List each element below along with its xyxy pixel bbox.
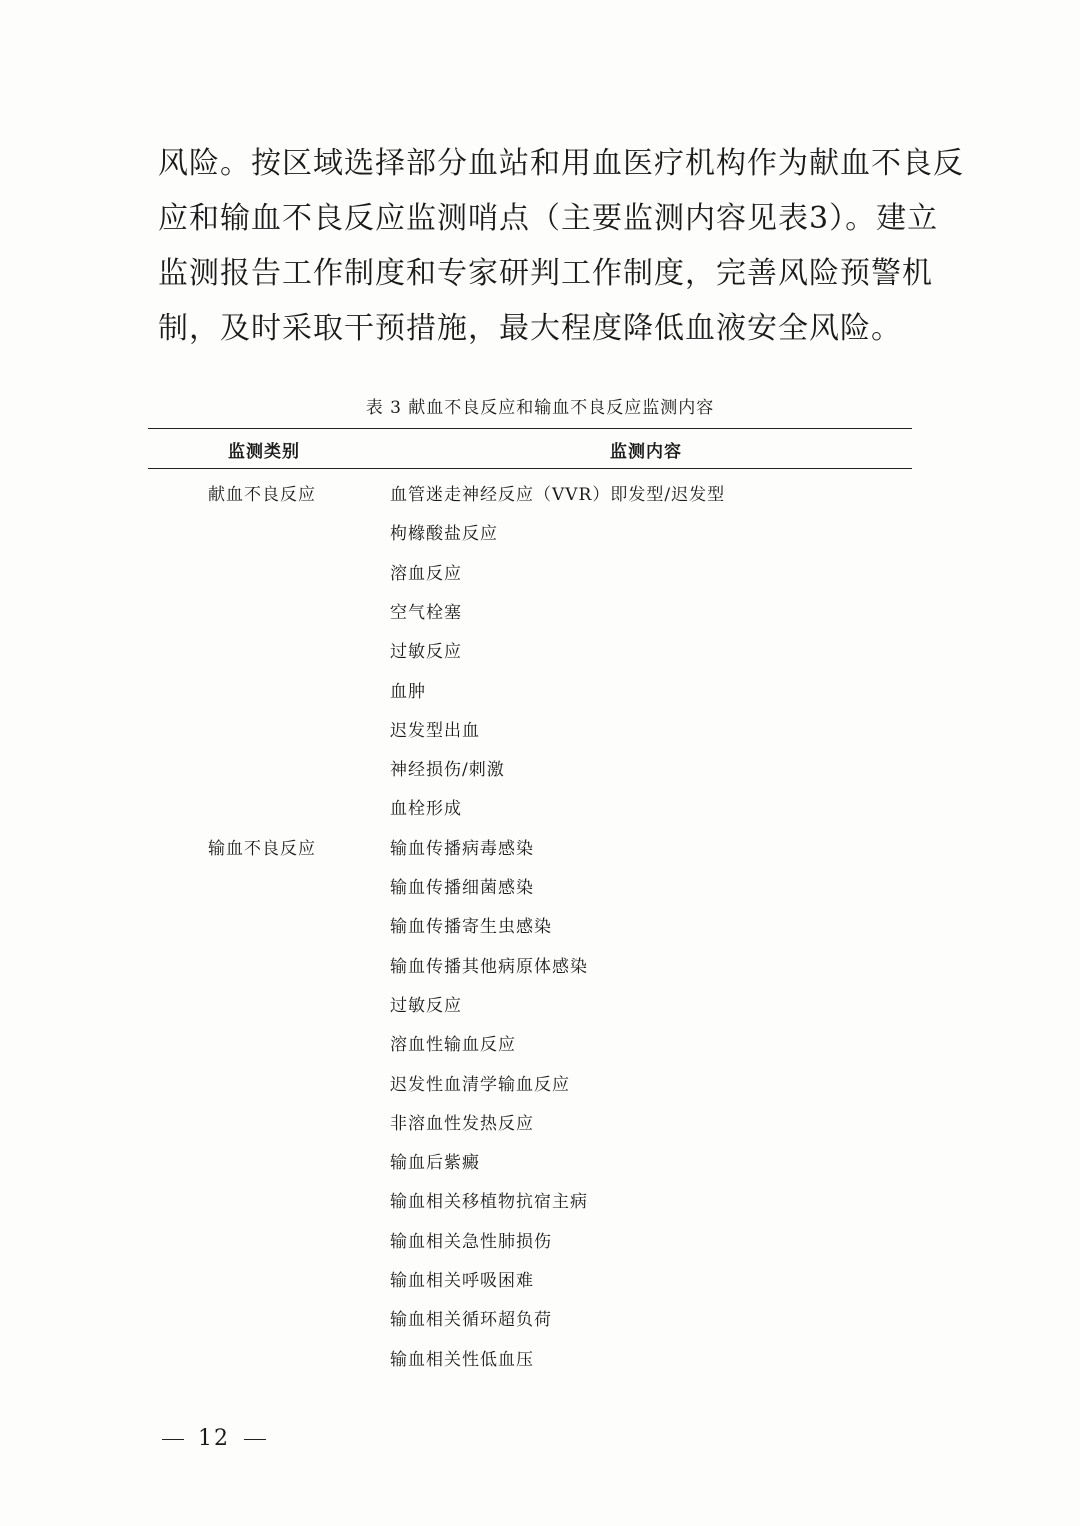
content-item: 输血相关移植物抗宿主病 <box>390 1192 588 1213</box>
content-item: 枸橼酸盐反应 <box>390 524 498 545</box>
header-category: 监测类别 <box>228 442 300 462</box>
content-item: 血管迷走神经反应（VVR）即发型/迟发型 <box>390 485 726 505</box>
footer-dash-left <box>162 1439 184 1440</box>
content-item: 过敏反应 <box>390 642 462 663</box>
body-paragraph <box>158 136 964 356</box>
content-item: 空气栓塞 <box>390 602 462 623</box>
category-cell: 献血不良反应 <box>208 485 316 505</box>
content-item: 输血传播细菌感染 <box>390 878 534 898</box>
page-number: 12 <box>198 1426 230 1451</box>
content-item: 溶血反应 <box>390 563 462 584</box>
paragraph-line: 监测报告工作制度和专家研判工作制度，完善风险预警机 <box>158 256 933 291</box>
table-top-rule <box>148 428 912 429</box>
table-header-rule <box>148 468 912 469</box>
footer-dash-right <box>244 1439 266 1440</box>
category-cell: 输血不良反应 <box>208 838 316 859</box>
content-item: 输血相关急性肺损伤 <box>390 1231 552 1252</box>
content-item: 输血相关呼吸困难 <box>390 1271 534 1291</box>
content-item: 输血传播寄生虫感染 <box>390 917 552 938</box>
content-item: 非溶血性发热反应 <box>390 1113 534 1134</box>
content-item: 输血后紫癜 <box>390 1153 480 1174</box>
table-caption: 表 3 献血不良反应和输血不良反应监测内容 <box>365 398 715 418</box>
paragraph-line: 制，及时采取干预措施，最大程度降低血液安全风险。 <box>158 311 902 346</box>
content-item: 过敏反应 <box>390 995 462 1016</box>
content-item: 迟发性血清学输血反应 <box>390 1074 570 1095</box>
paragraph-line: 风险。按区域选择部分血站和用血医疗机构作为献血不良反 <box>158 146 964 181</box>
content-item: 输血传播病毒感染 <box>390 838 534 859</box>
content-item: 输血传播其他病原体感染 <box>390 956 588 977</box>
paragraph-line: 应和输血不良反应监测哨点（主要监测内容见表3）。建立 <box>158 201 939 236</box>
content-item: 神经损伤/刺激 <box>390 760 505 781</box>
header-content: 监测内容 <box>610 442 682 462</box>
content-item: 迟发型出血 <box>390 720 480 741</box>
content-item: 输血相关循环超负荷 <box>390 1310 552 1331</box>
content-item: 血肿 <box>390 681 426 702</box>
content-item: 血栓形成 <box>390 799 462 820</box>
content-item: 溶血性输血反应 <box>390 1035 516 1056</box>
content-item: 输血相关性低血压 <box>390 1349 534 1370</box>
page-number-footer <box>148 1426 280 1451</box>
